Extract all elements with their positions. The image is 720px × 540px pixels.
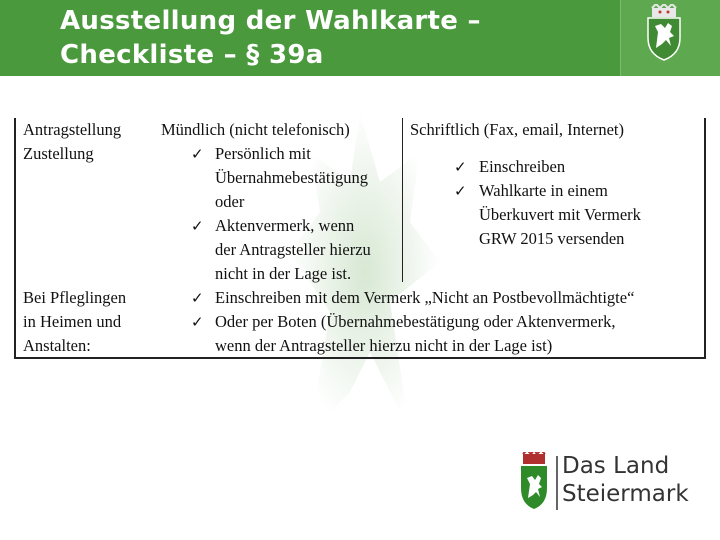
footer-brand: [562, 452, 689, 508]
footer-brand-line-2: Steiermark: [562, 481, 689, 507]
schriftlich-item-2-line-3: GRW 2015 versenden: [479, 229, 625, 248]
muendlich-item-2-line-1: Aktenvermerk, wenn: [215, 216, 355, 235]
coat-of-arms-icon: [518, 452, 550, 510]
check-mark-icon: ✓: [191, 145, 204, 163]
pfleglinge-item-2-continuation: wenn der Antragsteller hierzu nicht in der Lage ist): [215, 336, 553, 355]
slide-header: [0, 0, 720, 76]
footer-divider: [556, 456, 558, 510]
schriftlich-item-2-line-1: Wahlkarte in einem: [479, 181, 608, 200]
muendlich-item-1-line-2: Übernahmebestätigung: [215, 168, 369, 187]
column-header-schriftlich: Schriftlich (Fax, email, Internet): [410, 120, 624, 139]
check-mark-icon: ✓: [191, 313, 204, 331]
check-mark-icon: ✓: [191, 217, 204, 235]
schriftlich-item-2-line-2: Überkuvert mit Vermerk: [479, 205, 641, 224]
column-header-muendlich: Mündlich (nicht telefonisch): [161, 120, 350, 139]
row-label-zustellung: Zustellung: [23, 144, 94, 163]
slide-title-line-1: Ausstellung der Wahlkarte –: [60, 6, 481, 36]
check-mark-icon: ✓: [454, 158, 467, 176]
row-label-pfleglinge-line-1: Bei Pfleglingen: [23, 288, 127, 307]
coat-of-arms-icon: [638, 4, 690, 62]
schriftlich-item-1-line-1: Einschreiben: [479, 157, 566, 176]
footer-brand-line-1: Das Land: [562, 453, 670, 479]
slide-title-line-2: Checkliste – § 39a: [60, 40, 324, 70]
checklist-table: [14, 118, 706, 359]
pfleglinge-item-2: Oder per Boten (Übernahmebestätigung oder Aktenvermerk,: [215, 312, 616, 331]
pfleglinge-item-1: Einschreiben mit dem Vermerk „Nicht an Postbevollmächtigte“: [215, 288, 635, 307]
slide-title: [60, 4, 600, 72]
muendlich-item-2-line-3: nicht in der Lage ist.: [215, 264, 352, 283]
column-divider: [402, 118, 403, 282]
row-label-antragstellung: Antragstellung: [23, 120, 122, 139]
muendlich-item-1-line-3: oder: [215, 192, 245, 211]
muendlich-item-1-line-1: Persönlich mit: [215, 144, 311, 163]
check-mark-icon: ✓: [454, 182, 467, 200]
row-label-pfleglinge-line-2: in Heimen und: [23, 312, 122, 331]
check-mark-icon: ✓: [191, 289, 204, 307]
muendlich-item-2-line-2: der Antragsteller hierzu: [215, 240, 371, 259]
row-label-pfleglinge-line-3: Anstalten:: [23, 336, 91, 355]
